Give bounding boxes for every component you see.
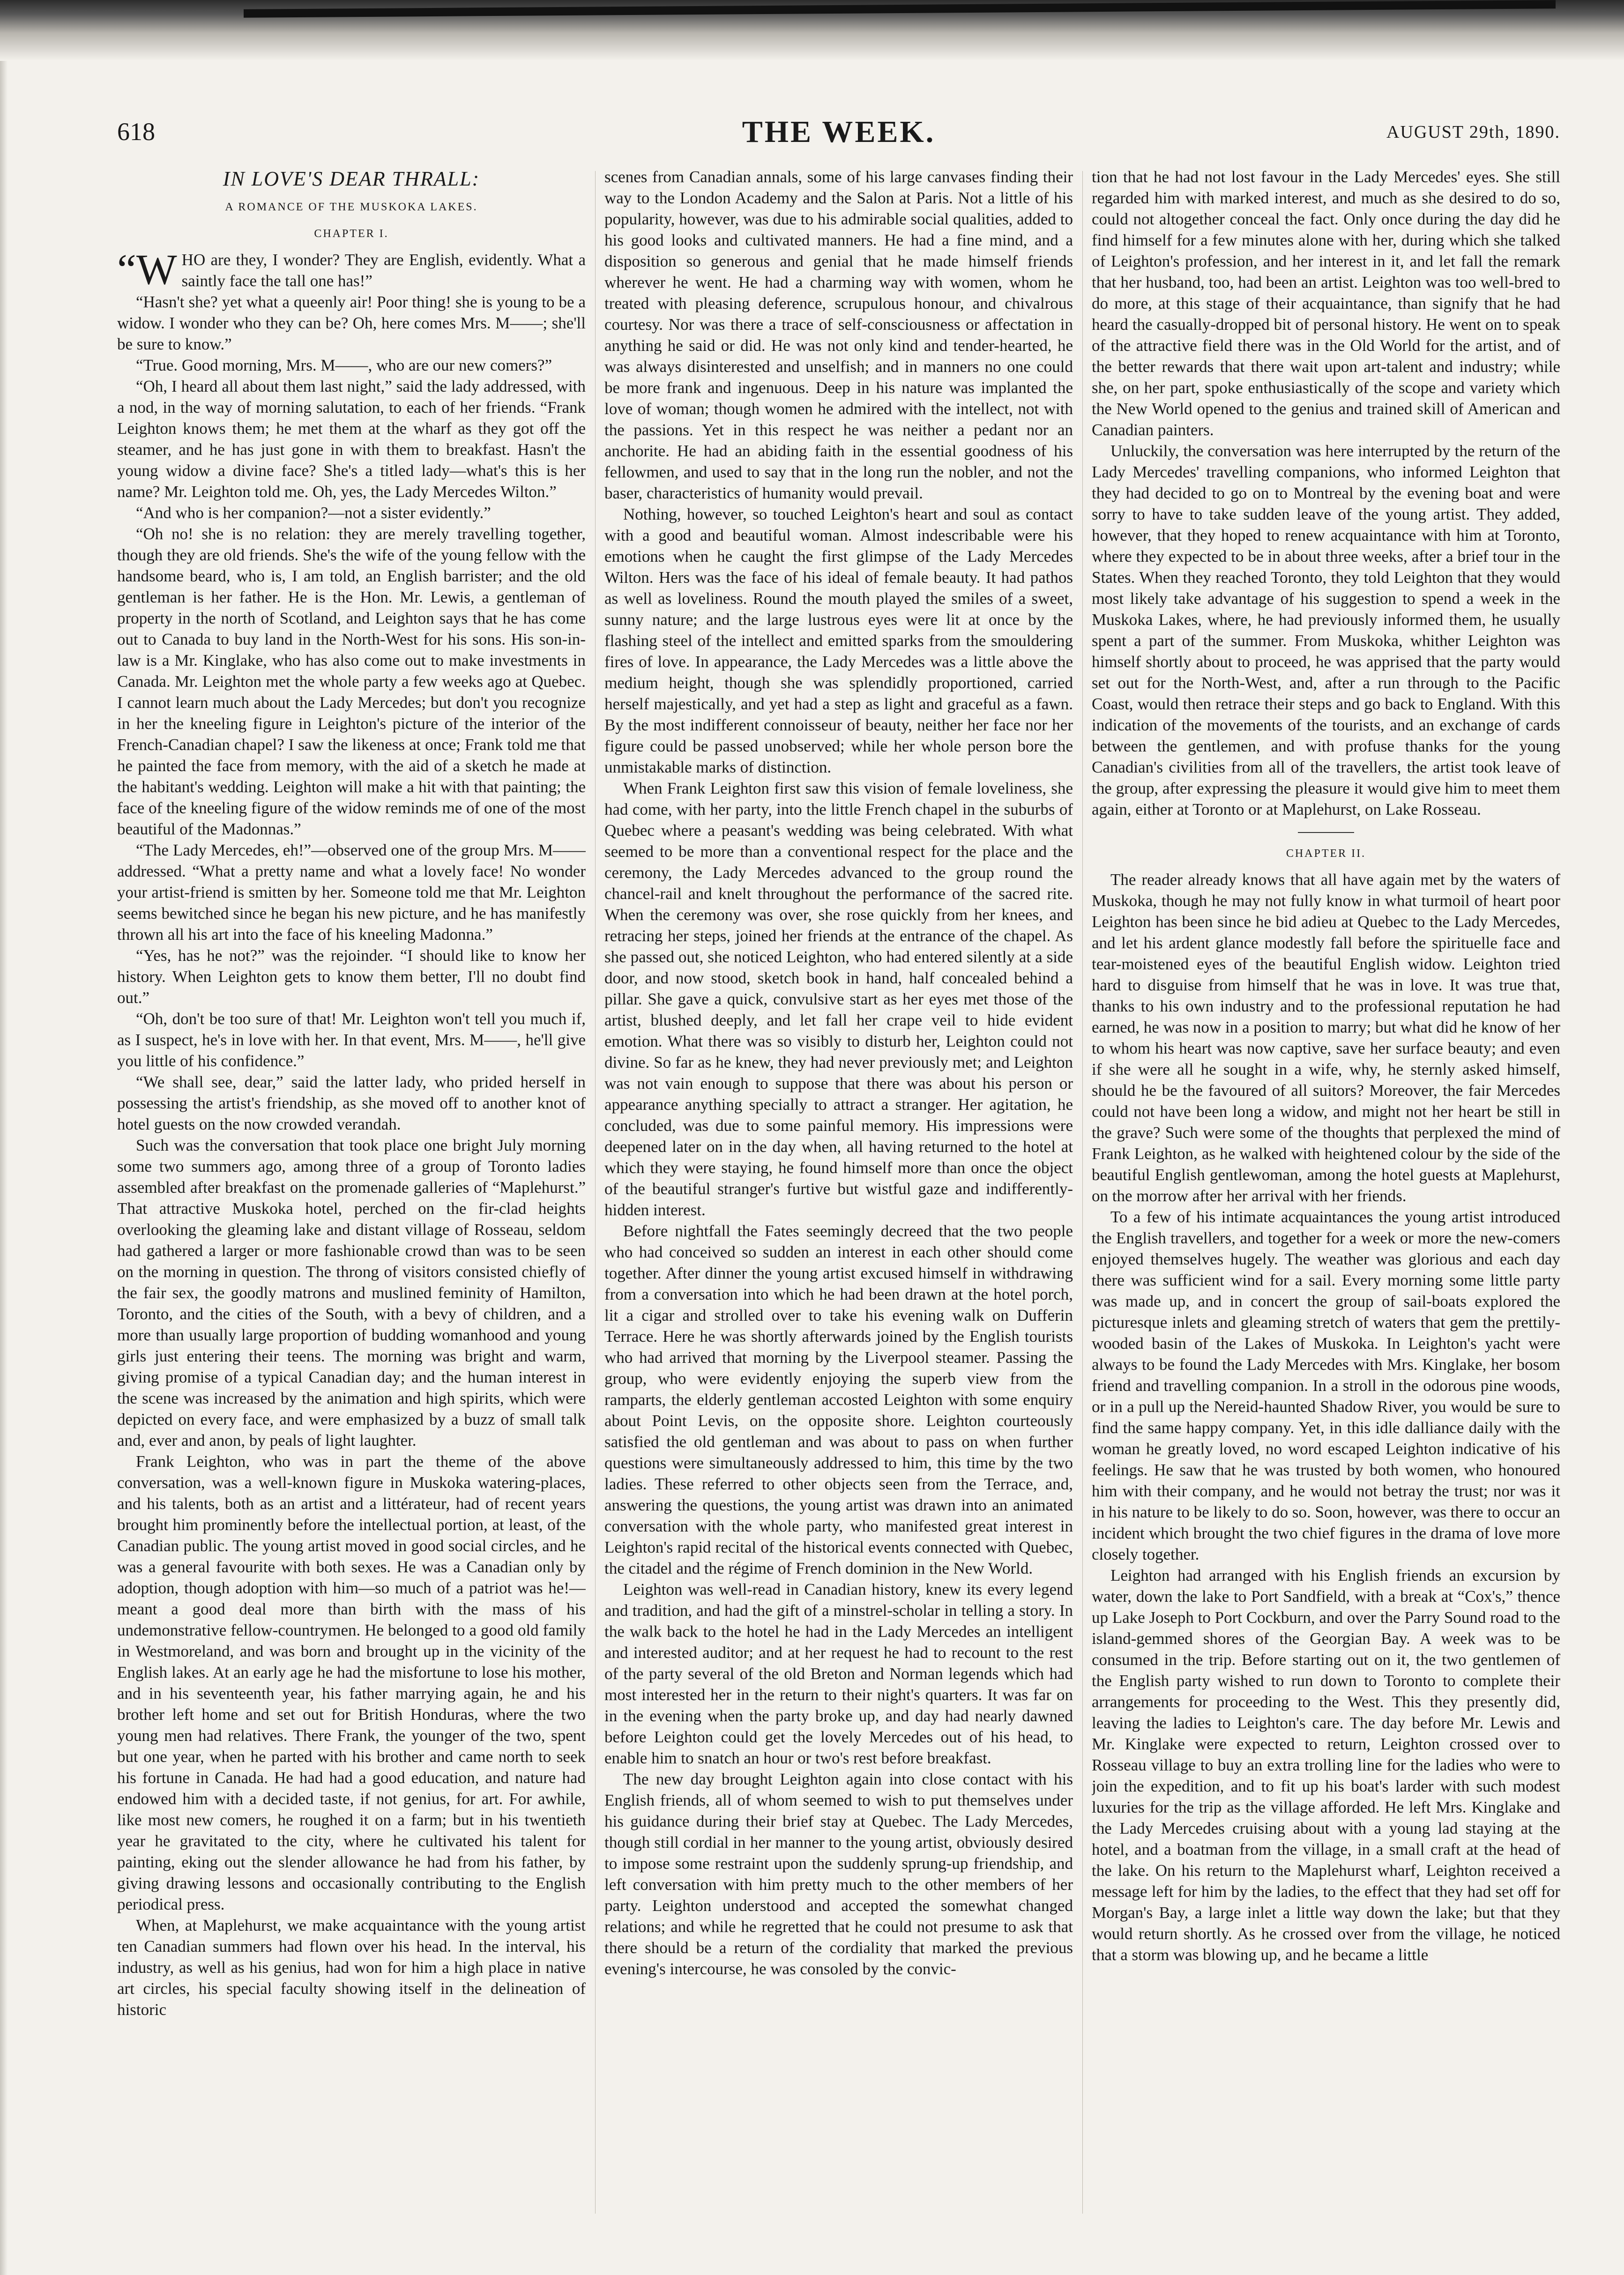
section-divider: [1298, 832, 1354, 833]
paragraph: scenes from Canadian annals, some of his large canvases finding their way to the London Academy and the Salon at Paris. Not a little of his popularity, however, was due to his admirable social qualities, added to his good looks and cultivated manners. He had a fine mind, and a disposition so generous and genial that he made himself friends wherever he went. He had a charming way with women, whom he treated with pleasing deference, scrupulous honour, and chivalrous courtesy. Nor was there a trace of self-consciousness or affectation in anything he said or did. He was not only kind and tender-hearted, he was always disinterested and unselfish; and in manners no one could be more frank and ingenuous. Deep in his nature was implanted the love of woman; though women he admired with the intellect, not with the passions. Yet in this respect he was neither a pedant nor an anchorite. He had an abiding faith in the essential goodness of his fellowmen, and used to say that in the long run the nobler, and not the baser, characteristics of humanity would prevail.: [604, 168, 1073, 502]
paragraph: Leighton was well-read in Canadian history, knew its every legend and tradition, and had the gift of a minstrel-scholar in telling a story. In the walk back to the hotel he had in the Lady Mercedes an intelligent and interested auditor; and at her request he had to recount to the rest of the party several of the old Breton and Norman legends which had most interested her in the return to their night's quarters. It was far on in the evening when the party broke up, and day had nearly dawned before Leighton could get the lovely Mercedes out of his head, to enable him to snatch an hour or two's rest before breakfast.: [604, 1580, 1073, 1767]
masthead: THE WEEK.: [742, 115, 936, 149]
paragraph: When, at Maplehurst, we make acquaintance with the young artist ten Canadian summers had flown over his head. In the interval, his industry, as well as his genius, had won for him a high place in native art circles, his special faculty showing itself in the delineation of historic: [117, 1916, 586, 2019]
paragraph: “Oh, I heard all about them last night,” said the lady addressed, with a nod, in the way of morning salutation, to each of her friends. “Frank Leighton knows them; he met them at the wharf as they got off the steamer, and he has just gone in with them to breakfast. Hasn't the young widow a divine face? She's a titled lady—what's this is her name? Mr. Leighton told me. Oh, yes, the Lady Mercedes Wilton.”: [117, 377, 586, 501]
scan-border-top: [0, 0, 1624, 61]
paragraph: When Frank Leighton first saw this vision of female loveliness, she had come, with her party, into the little French chapel in the suburbs of Quebec where a peasant's wedding was being celebrated. With what seemed to be more than a conventional respect for the place and the ceremony, the Lady Mercedes advanced to the group round the chancel-rail and knelt throughout the performance of the sacred rite. When the ceremony was over, she rose quickly from her knees, and retracing her steps, joined her friends at the entrance of the chapel. As she passed out, she noticed Leighton, who had entered silently at a side door, and now stood, sketch book in hand, half concealed behind a pillar. She gave a quick, convulsive start as her eyes met those of the artist, blushed deeply, and let fall her crape veil to hide evident emotion. What there was so visibly to disturb her, Leighton could not divine. So far as he knew, they had never previously met; and Leighton was not vain enough to suppose that there was about his person or appearance anything specially to attract a stranger. Her agitation, he concluded, was due to some painful memory. His impressions were deepened later on in the day when, all having returned to the hotel at which they were staying, he found himself more than once the object of the beautiful stranger's furtive but wistful gaze and indifferently-hidden interest.: [604, 779, 1073, 1219]
issue-date: AUGUST 29th, 1890.: [1386, 122, 1560, 142]
story-title: IN LOVE'S DEAR THRALL:: [223, 167, 480, 190]
column-3: [1092, 166, 1560, 2218]
page-number: 618: [117, 118, 155, 146]
paragraph: The reader already knows that all have again met by the waters of Muskoka, though he may not fully know in what turmoil of heart poor Leighton has been since he bid adieu at Quebec to the Lady Mercedes, and let his ardent glance modestly fall before the spirituelle face and tear-moistened eyes of the beautiful English widow. Leighton tried hard to disguise from himself that he was in love. It was true that, thanks to his own industry and to the professional reputation he had earned, he was now in a position to marry; but what did he know of her to whom his heart was now captive, save her surface beauty; and even if she were all he sought in a wife, why, he sternly asked himself, should he be the favoured of all suitors? Moreover, the fair Mercedes could not have been long a widow, and might not her heart be still in the grave? Such were some of the thoughts that perplexed the mind of Frank Leighton, as he walked with heightened colour by the side of the beautiful English gentlewoman, among the hotel guests at Maplehurst, on the morrow after her arrival with her friends.: [1092, 870, 1560, 1205]
column-divider: [1082, 171, 1083, 2214]
paragraph: Frank Leighton, who was in part the theme of the above conversation, was a well-known figure in Muskoka watering-places, and his talents, both as an artist and a littérateur, had of recent years brought him prominently before the intellectual portion, at least, of the Canadian public. The young artist moved in good social circles, and he was a general favourite with both sexes. He was a Canadian only by adoption, though adoption with him—so much of a patriot was he!—meant a good deal more than birth with the mass of his undemonstrative fellow-countrymen. He belonged to a good old family in Westmoreland, and was born and brought up in the vicinity of the English lakes. At an early age he had the misfortune to lose his mother, and in his seventeenth year, his father marrying again, he and his brother left home and set out for British Honduras, where the two young men had relatives. There Frank, the younger of the two, spent but one year, when he parted with his brother and came north to seek his fortune in Canada. He had had a good education, and nature had endowed him with a decided taste, if not genius, for art. For awhile, like most new comers, he roughed it on a farm; but in his twentieth year he gravitated to the city, where he cultivated his talent for painting, eking out the slender allowance he had from his father, by giving drawing lessons and occasionally contributing to the English periodical press.: [117, 1452, 586, 1913]
paragraph: “We shall see, dear,” said the latter lady, who prided herself in possessing the artist's friendship, as she moved off to another knot of hotel guests on the now crowded verandah.: [117, 1073, 586, 1133]
paragraph: “True. Good morning, Mrs. M——, who are our new comers?”: [136, 356, 552, 374]
scan-border-left: [0, 61, 7, 2275]
story-subtitle: A ROMANCE OF THE MUSKOKA LAKES.: [225, 201, 478, 213]
scan-ink-band: [244, 0, 1556, 18]
paragraph: Before nightfall the Fates seemingly decreed that the two people who had conceived so sudden an interest in each other should come together. After dinner the young artist excused himself in withdrawing from a conversation into which he had been drawn at the hotel porch, lit a cigar and strolled over to take his evening walk on Dufferin Terrace. Here he was shortly afterwards joined by the English tourists who had arrived that morning by the Liverpool steamer. Passing the group, who were evidently enjoying the superb view from the ramparts, the elderly gentleman accosted Leighton with some enquiry about Point Levis, on the opposite shore. Leighton courteously satisfied the old gentleman and was about to pass on when further questions were simultaneously addressed to him, this time by the two ladies. These referred to other objects seen from the Terrace, and, answering the questions, the young artist was drawn into an animated conversation with the whole party, who manifested great interest in Leighton's rapid recital of the historical events connected with Quebec, the citadel and the régime of French dominion in the New World.: [604, 1222, 1073, 1577]
paragraph: Unluckily, the conversation was here interrupted by the return of the Lady Mercedes' travelling companions, who informed Leighton that they had decided to go on to Montreal by the evening boat and were sorry to have to take sudden leave of the young artist. They added, however, that they hoped to renew acquaintance with him at Toronto, where they expected to be in about three weeks, after a brief tour in the States. When they reached Toronto, they told Leighton that they would most likely take advantage of his suggestion to spend a week in the Muskoka Lakes, where, he had previously informed them, he usually spent a part of the summer. From Muskoka, whither Leighton was himself shortly about to proceed, he was apprised that the party would set out for the North-West, and, after a run through to the Pacific Coast, would then retrace their steps and go back to England. With this indication of the movements of the tourists, and an exchange of cards between the gentlemen, and with profuse thanks for the young Canadian's civilities from all of the travellers, the artist took leave of the group, after expressing the pleasure it would give him to meet them again, either at Toronto or at Maplehurst, on Lake Rosseau.: [1092, 442, 1560, 818]
page-header: [117, 117, 1560, 159]
column-divider: [595, 171, 596, 2214]
chapter-heading: CHAPTER II.: [1286, 848, 1366, 860]
paragraph: Such was the conversation that took place one bright July morning some two summers ago, among three of a group of Toronto ladies assembled after breakfast on the promenade galleries of “Maplehurst.” That attractive Muskoka hotel, perched on the fir-clad heights overlooking the gleaming lake and distant village of Rosseau, seldom had gathered a larger or more fashionable crowd than was to be seen on the morning in question. The throng of visitors consisted chiefly of the fair sex, the goodly matrons and muslined feminity of Hamilton, Toronto, and the cities of the South, with a bevy of children, and a more than usually large proportion of budding womanhood and young girls just entering their teens. The morning was bright and warm, giving promise of a typical Canadian day; and the human interest in the scene was increased by the animation and high spirits, which were depicted on every face, and were emphasized by a buzz of small talk and, ever and anon, by peals of light laughter.: [117, 1136, 586, 1450]
paragraph: To a few of his intimate acquaintances the young artist introduced the English travellers, and together for a week or more the new-comers enjoyed themselves hugely. The weather was glorious and each day there was sufficient wind for a sail. Every morning some little party was made up, and in concert the group of sail-boats explored the picturesque inlets and gleaming stretch of waters that gem the prettily-wooded basin of the Lakes of Muskoka. In Leighton's yacht were always to be found the Lady Mercedes with Mrs. Kinglake, her bosom friend and travelling companion. In a stroll in the odorous pine woods, or in a pull up the Nereid-haunted Shadow River, you would be sure to find the same happy company. Yet, in this idle dalliance daily with the woman he greatly loved, no word escaped Leighton indicative of his feelings. He saw that he was trusted by both women, who honoured him with their company, and he would not betray the trust; nor was it in his nature to be likely to do so. Soon, however, was there to occur an incident which brought the two chief figures in the drama of love more closely together.: [1092, 1208, 1560, 1563]
column-1: [117, 166, 586, 2218]
paragraph: “Hasn't she? yet what a queenly air! Poor thing! she is young to be a widow. I wonder who they can be? Oh, here comes Mrs. M——; she'll be sure to know.”: [117, 293, 586, 353]
column-2: [604, 166, 1073, 2218]
paragraph: “And who is her companion?—not a sister evidently.”: [136, 504, 491, 522]
paragraph: “Oh, don't be too sure of that! Mr. Leighton won't tell you much if, as I suspect, he's in love with her. In that event, Mrs. M——, he'll give you little of his confidence.”: [117, 1010, 586, 1070]
paragraph: “WHO are they, I wonder? They are English, evidently. What a saintly face the tall one has!”: [117, 245, 586, 293]
paragraph: “Yes, has he not?” was the rejoinder. “I should like to know her history. When Leighton gets to know them better, I'll no doubt find out.”: [117, 946, 586, 1007]
paragraph: The new day brought Leighton again into close contact with his English friends, all of whom seemed to wish to put themselves under his guidance during their brief stay at Quebec. The Lady Mercedes, though still cordial in her manner to the young artist, obviously desired to impose some restraint upon the suddenly sprung-up friendship, and left conversation with him pretty much to the other members of her party. Leighton understood and accepted the somewhat changed relations; and while he regretted that he could not presume to ask that there should be a return of the cordiality that marked the previous evening's intercourse, he was consoled by the convic-: [604, 1770, 1073, 1978]
chapter-heading: CHAPTER I.: [314, 228, 389, 240]
paragraph: “The Lady Mercedes, eh!”—observed one of the group Mrs. M——addressed. “What a pretty name and what a lovely face! No wonder your artist-friend is smitten by her. Someone told me that Mr. Leighton seems bewitched since he began his new picture, and he has manifestly thrown all his art into the face of his kneeling Madonna.”: [117, 841, 586, 944]
article-columns: [117, 166, 1560, 2218]
paragraph: “Oh no! she is no relation: they are merely travelling together, though they are old friends. She's the wife of the young fellow with the handsome beard, who is, I am told, an English barrister; and the old gentleman is her father. He is the Hon. Mr. Lewis, a gentleman of property in the north of Scotland, and Leighton says that he has come out to Canada to buy land in the North-West for his sons. His son-in-law is a Mr. Kinglake, who has also come out to make investments in Canada. Mr. Leighton met the whole party a few weeks ago at Quebec. I cannot learn much about the Lady Mercedes; but don't you recognize in her the kneeling figure in Leighton's picture of the interior of the French-Canadian chapel? I saw the likeness at once; Frank told me that he painted the face from memory, with the aid of a sketch he made at the habitant's wedding. Leighton will make a hit with that painting; the face of the kneeling figure of the widow reminds me of one of the most beautiful of the Madonnas.”: [117, 525, 586, 838]
paragraph: tion that he had not lost favour in the Lady Mercedes' eyes. She still regarded him with marked interest, and much as she desired to do so, could not altogether conceal the fact. Only once during the day did he find himself for a few minutes alone with her, during which she talked of Leighton's profession, and her interest in it, and let fall the remark that her husband, too, had been an artist. Leighton was too well-bred to do more, at this stage of their acquaintance, than signify that he had heard the casually-dropped bit of personal history. He went on to speak of the attractive field there was in the Old World for the artist, and of the better rewards that there wait upon art-talent and industry; while she, on her part, spoke enthusiastically of the scope and variety which the New World opened to the genius and trained skill of American and Canadian painters.: [1092, 168, 1560, 439]
paragraph: Nothing, however, so touched Leighton's heart and soul as contact with a good and beautiful woman. Almost indescribable were his emotions when he caught the first glimpse of the Lady Mercedes Wilton. Hers was the face of his ideal of female beauty. It had pathos as well as loveliness. Round the mouth played the smiles of a sweet, sunny nature; and the large lustrous eyes were lit at once by the flashing steel of the intellect and emitted sparks from the smouldering fires of love. In appearance, the Lady Mercedes was a little above the medium height, though she was splendidly proportioned, carried herself majestically, and yet had a step as light and graceful as a fawn. By the most indifferent connoisseur of beauty, neither her face nor her figure could be passed unobserved; while her whole person bore the unmistakable marks of distinction.: [604, 505, 1073, 776]
paragraph: Leighton had arranged with his English friends an excursion by water, down the lake to Port Sandfield, with a break at “Cox's,” thence up Lake Joseph to Port Cockburn, and over the Parry Sound road to the island-gemmed shores of the Georgian Bay. A week was to be consumed in the trip. Before starting out on it, the two gentlemen of the English party wished to run down to Toronto to complete their arrangements for proceeding to the West. This they presently did, leaving the ladies to Leighton's care. The day before Mr. Lewis and Mr. Kinglake were expected to return, Leighton crossed over to Rosseau village to buy an extra trolling line for the ladies who were to join the expedition, and to fit up his boat's larder with such modest luxuries for the trip as the village afforded. He left Mrs. Kinglake and the Lady Mercedes cruising about with a young lad staying at the hotel, and a boatman from the village, in a small craft at the head of the lake. On his return to the Maplehurst wharf, Leighton received a message left for him by the ladies, to the effect that they had set off for Morgan's Bay, a large inlet a little way down the lake; but that they would return shortly. As he crossed over from the village, he noticed that a storm was blowing up, and he became a little: [1092, 1566, 1560, 1964]
